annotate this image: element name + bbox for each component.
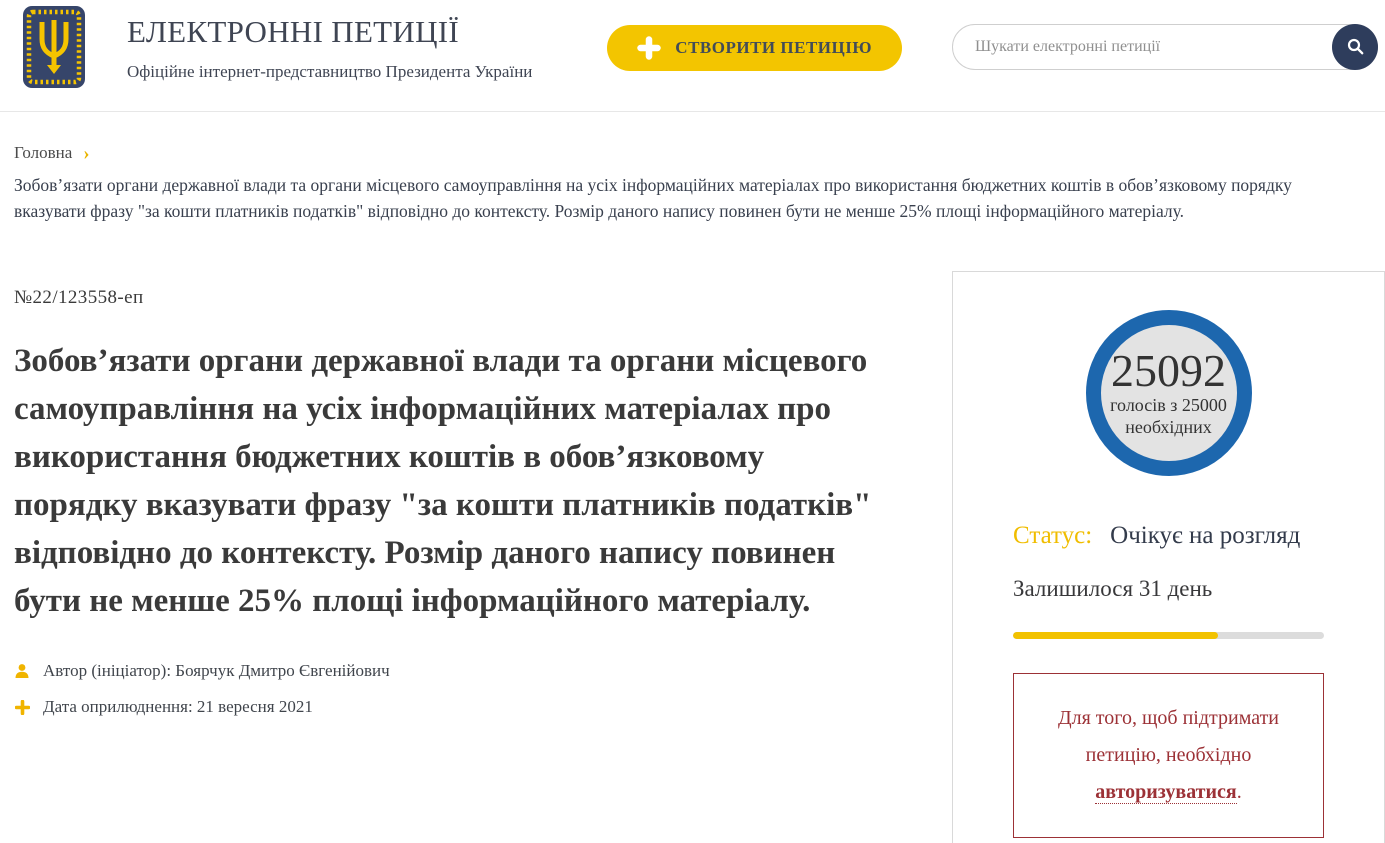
- petition-date-row: [14, 697, 912, 717]
- site-title: ЕЛЕКТРОННІ ПЕТИЦІЇ: [127, 14, 460, 49]
- petition-number: №22/123558-еп: [14, 287, 144, 308]
- breadcrumb-home-link[interactable]: Головна: [14, 143, 73, 162]
- vote-counter-circle: [1086, 310, 1252, 476]
- petition-author: Автор (ініціатор): Боярчук Дмитро Євгенійович: [43, 661, 390, 680]
- support-notice: [1013, 673, 1324, 838]
- search-bar: [952, 24, 1378, 70]
- petition-author-row: [14, 661, 912, 681]
- search-icon: [1346, 37, 1365, 56]
- status-value: Очікує на розгляд: [1110, 522, 1301, 549]
- plus-icon: [14, 699, 30, 715]
- site-subtitle: Офіційне інтернет-представництво Президента України: [127, 62, 533, 81]
- votes-required-line1: голосів з 25000: [1110, 395, 1227, 415]
- status-label: Статус:: [1013, 522, 1093, 549]
- create-petition-button[interactable]: [607, 25, 902, 71]
- status-row: [1013, 522, 1324, 550]
- breadcrumb: [0, 112, 1385, 224]
- authorize-link[interactable]: авторизуватися: [1095, 781, 1237, 803]
- site-branding: [127, 13, 532, 82]
- author-person-icon: [14, 663, 30, 679]
- vote-progress-bar: [1013, 632, 1324, 639]
- progress-fill: [1013, 632, 1218, 639]
- petition-details: [14, 271, 952, 733]
- petition-publish-date: Дата оприлюднення: 21 вересня 2021: [43, 697, 313, 716]
- vote-sidebar: [952, 271, 1385, 843]
- chevron-right-icon: ›: [83, 142, 90, 164]
- support-text-period: .: [1236, 781, 1242, 803]
- days-left: Залишилося 31 день: [1013, 576, 1213, 601]
- vote-count: 25092: [1111, 345, 1226, 396]
- search-input[interactable]: [953, 38, 1332, 56]
- breadcrumb-current-page: Зобов’язати органи державної влади та органи місцевого самоуправління на усіх інформаційних матеріалах про використання бюджетних коштів в обов’язковому порядку вказувати фразу "за кошти платників податків" відповідно до контексту. Розмір даного напису повинен бути не менше 25% площі інформаційного матеріалу.: [14, 175, 1292, 221]
- support-text: Для того, щоб підтримати петицію, необхідно: [1057, 707, 1280, 766]
- petition-title: Зобов’язати органи державної влади та органи місцевого самоуправління на усіх інформаційних матеріалах про використання бюджетних коштів в обов’язковому порядку вказувати фразу "за кошти платників податків" відповідно до контексту. Розмір даного напису повинен бути не менше 25% площі інформаційного матеріалу.: [14, 343, 872, 619]
- site-header: [0, 0, 1385, 112]
- petition-meta: [14, 661, 912, 717]
- coat-of-arms-logo-icon[interactable]: [14, 5, 94, 89]
- create-petition-label: СТВОРИТИ ПЕТИЦІЮ: [675, 38, 872, 57]
- search-button[interactable]: [1332, 24, 1378, 70]
- main-content: [0, 271, 1385, 843]
- plus-icon: [637, 36, 661, 60]
- votes-required-line2: необхідних: [1125, 417, 1212, 437]
